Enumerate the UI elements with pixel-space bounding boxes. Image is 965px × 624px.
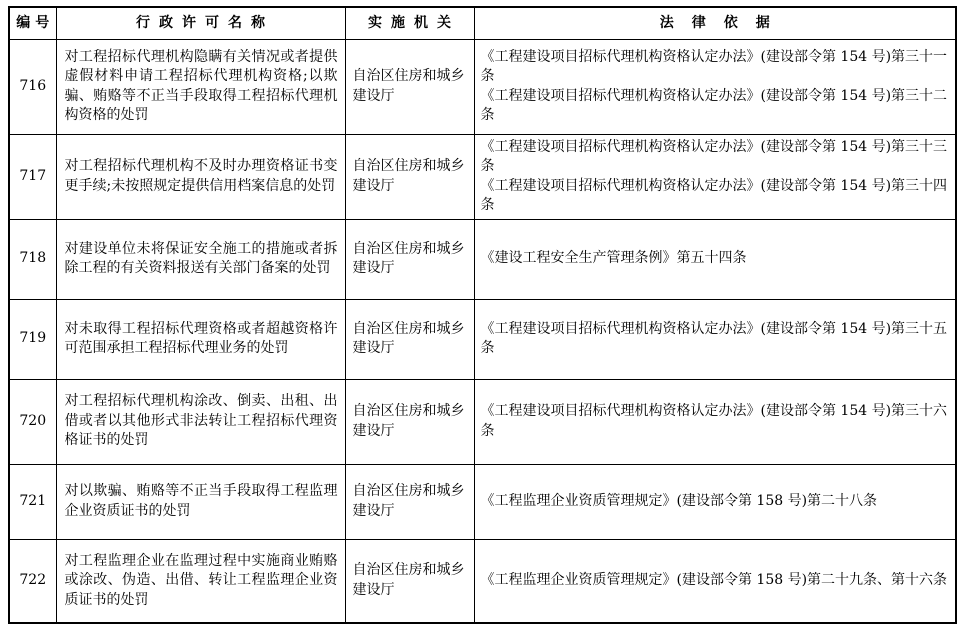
legal-basis — [474, 39, 956, 134]
column-header-agency: 实施机关 — [345, 7, 474, 39]
legal-basis-line: 《工程建设项目招标代理机构资格认定办法》(建设部令第 154 号)第三十一条 — [480, 48, 948, 84]
permit-name: 对工程招标代理机构涂改、倒卖、出租、出借或者以其他形式非法转让工程招标代理资格证书的处罚 — [56, 379, 345, 464]
implementing-agency: 自治区住房和城乡建设厅 — [345, 539, 474, 623]
column-header-name: 行政许可名称 — [56, 7, 345, 39]
implementing-agency: 自治区住房和城乡建设厅 — [345, 379, 474, 464]
implementing-agency: 自治区住房和城乡建设厅 — [345, 39, 474, 134]
legal-basis — [474, 464, 956, 539]
admin-penalty-table — [8, 6, 957, 624]
permit-name: 对建设单位未将保证安全施工的措施或者拆除工程的有关资料报送有关部门备案的处罚 — [56, 219, 345, 299]
permit-name: 对以欺骗、贿赂等不正当手段取得工程监理企业资质证书的处罚 — [56, 464, 345, 539]
legal-basis-line: 《工程监理企业资质管理规定》(建设部令第 158 号)第二十八条 — [480, 492, 878, 509]
row-id: 722 — [9, 539, 56, 623]
legal-basis-line: 《工程监理企业资质管理规定》(建设部令第 158 号)第二十九条、第十六条 — [480, 572, 948, 588]
legal-basis-line: 《工程建设项目招标代理机构资格认定办法》(建设部令第 154 号)第三十三条 — [480, 138, 948, 174]
table-row — [9, 39, 956, 134]
legal-basis-line: 《建设工程安全生产管理条例》第五十四条 — [480, 250, 747, 267]
row-id: 719 — [9, 299, 56, 379]
table-row — [9, 539, 956, 623]
permit-name: 对未取得工程招标代理资格或者超越资格许可范围承担工程招标代理业务的处罚 — [56, 299, 345, 379]
column-header-legal: 法律依据 — [474, 7, 956, 39]
legal-basis — [474, 299, 956, 379]
row-id: 720 — [9, 379, 56, 464]
implementing-agency: 自治区住房和城乡建设厅 — [345, 464, 474, 539]
column-header-id: 编号 — [9, 7, 56, 39]
table-row — [9, 299, 956, 379]
legal-basis — [474, 219, 956, 299]
row-id: 716 — [9, 39, 56, 134]
legal-basis-line: 《工程建设项目招标代理机构资格认定办法》(建设部令第 154 号)第三十五条 — [480, 320, 948, 356]
table-row — [9, 134, 956, 219]
legal-basis — [474, 539, 956, 623]
implementing-agency: 自治区住房和城乡建设厅 — [345, 219, 474, 299]
permit-name: 对工程招标代理机构不及时办理资格证书变更手续;未按照规定提供信用档案信息的处罚 — [56, 134, 345, 219]
row-id: 721 — [9, 464, 56, 539]
legal-basis — [474, 134, 956, 219]
table-header-row — [9, 7, 956, 39]
legal-basis — [474, 379, 956, 464]
implementing-agency: 自治区住房和城乡建设厅 — [345, 299, 474, 379]
table-row — [9, 464, 956, 539]
legal-basis-line: 《工程建设项目招标代理机构资格认定办法》(建设部令第 154 号)第三十六条 — [480, 403, 948, 439]
table-row — [9, 219, 956, 299]
legal-basis-line: 《工程建设项目招标代理机构资格认定办法》(建设部令第 154 号)第三十四条 — [480, 177, 948, 213]
permit-name: 对工程招标代理机构隐瞒有关情况或者提供虚假材料申请工程招标代理机构资格;以欺骗、贿赂等不正当手段取得工程招标代理机构资格的处罚 — [56, 39, 345, 134]
table-row — [9, 379, 956, 464]
permit-name: 对工程监理企业在监理过程中实施商业贿赂或涂改、伪造、出借、转让工程监理企业资质证书的处罚 — [56, 539, 345, 623]
legal-basis-line: 《工程建设项目招标代理机构资格认定办法》(建设部令第 154 号)第三十二条 — [480, 87, 948, 123]
row-id: 717 — [9, 134, 56, 219]
row-id: 718 — [9, 219, 56, 299]
implementing-agency: 自治区住房和城乡建设厅 — [345, 134, 474, 219]
